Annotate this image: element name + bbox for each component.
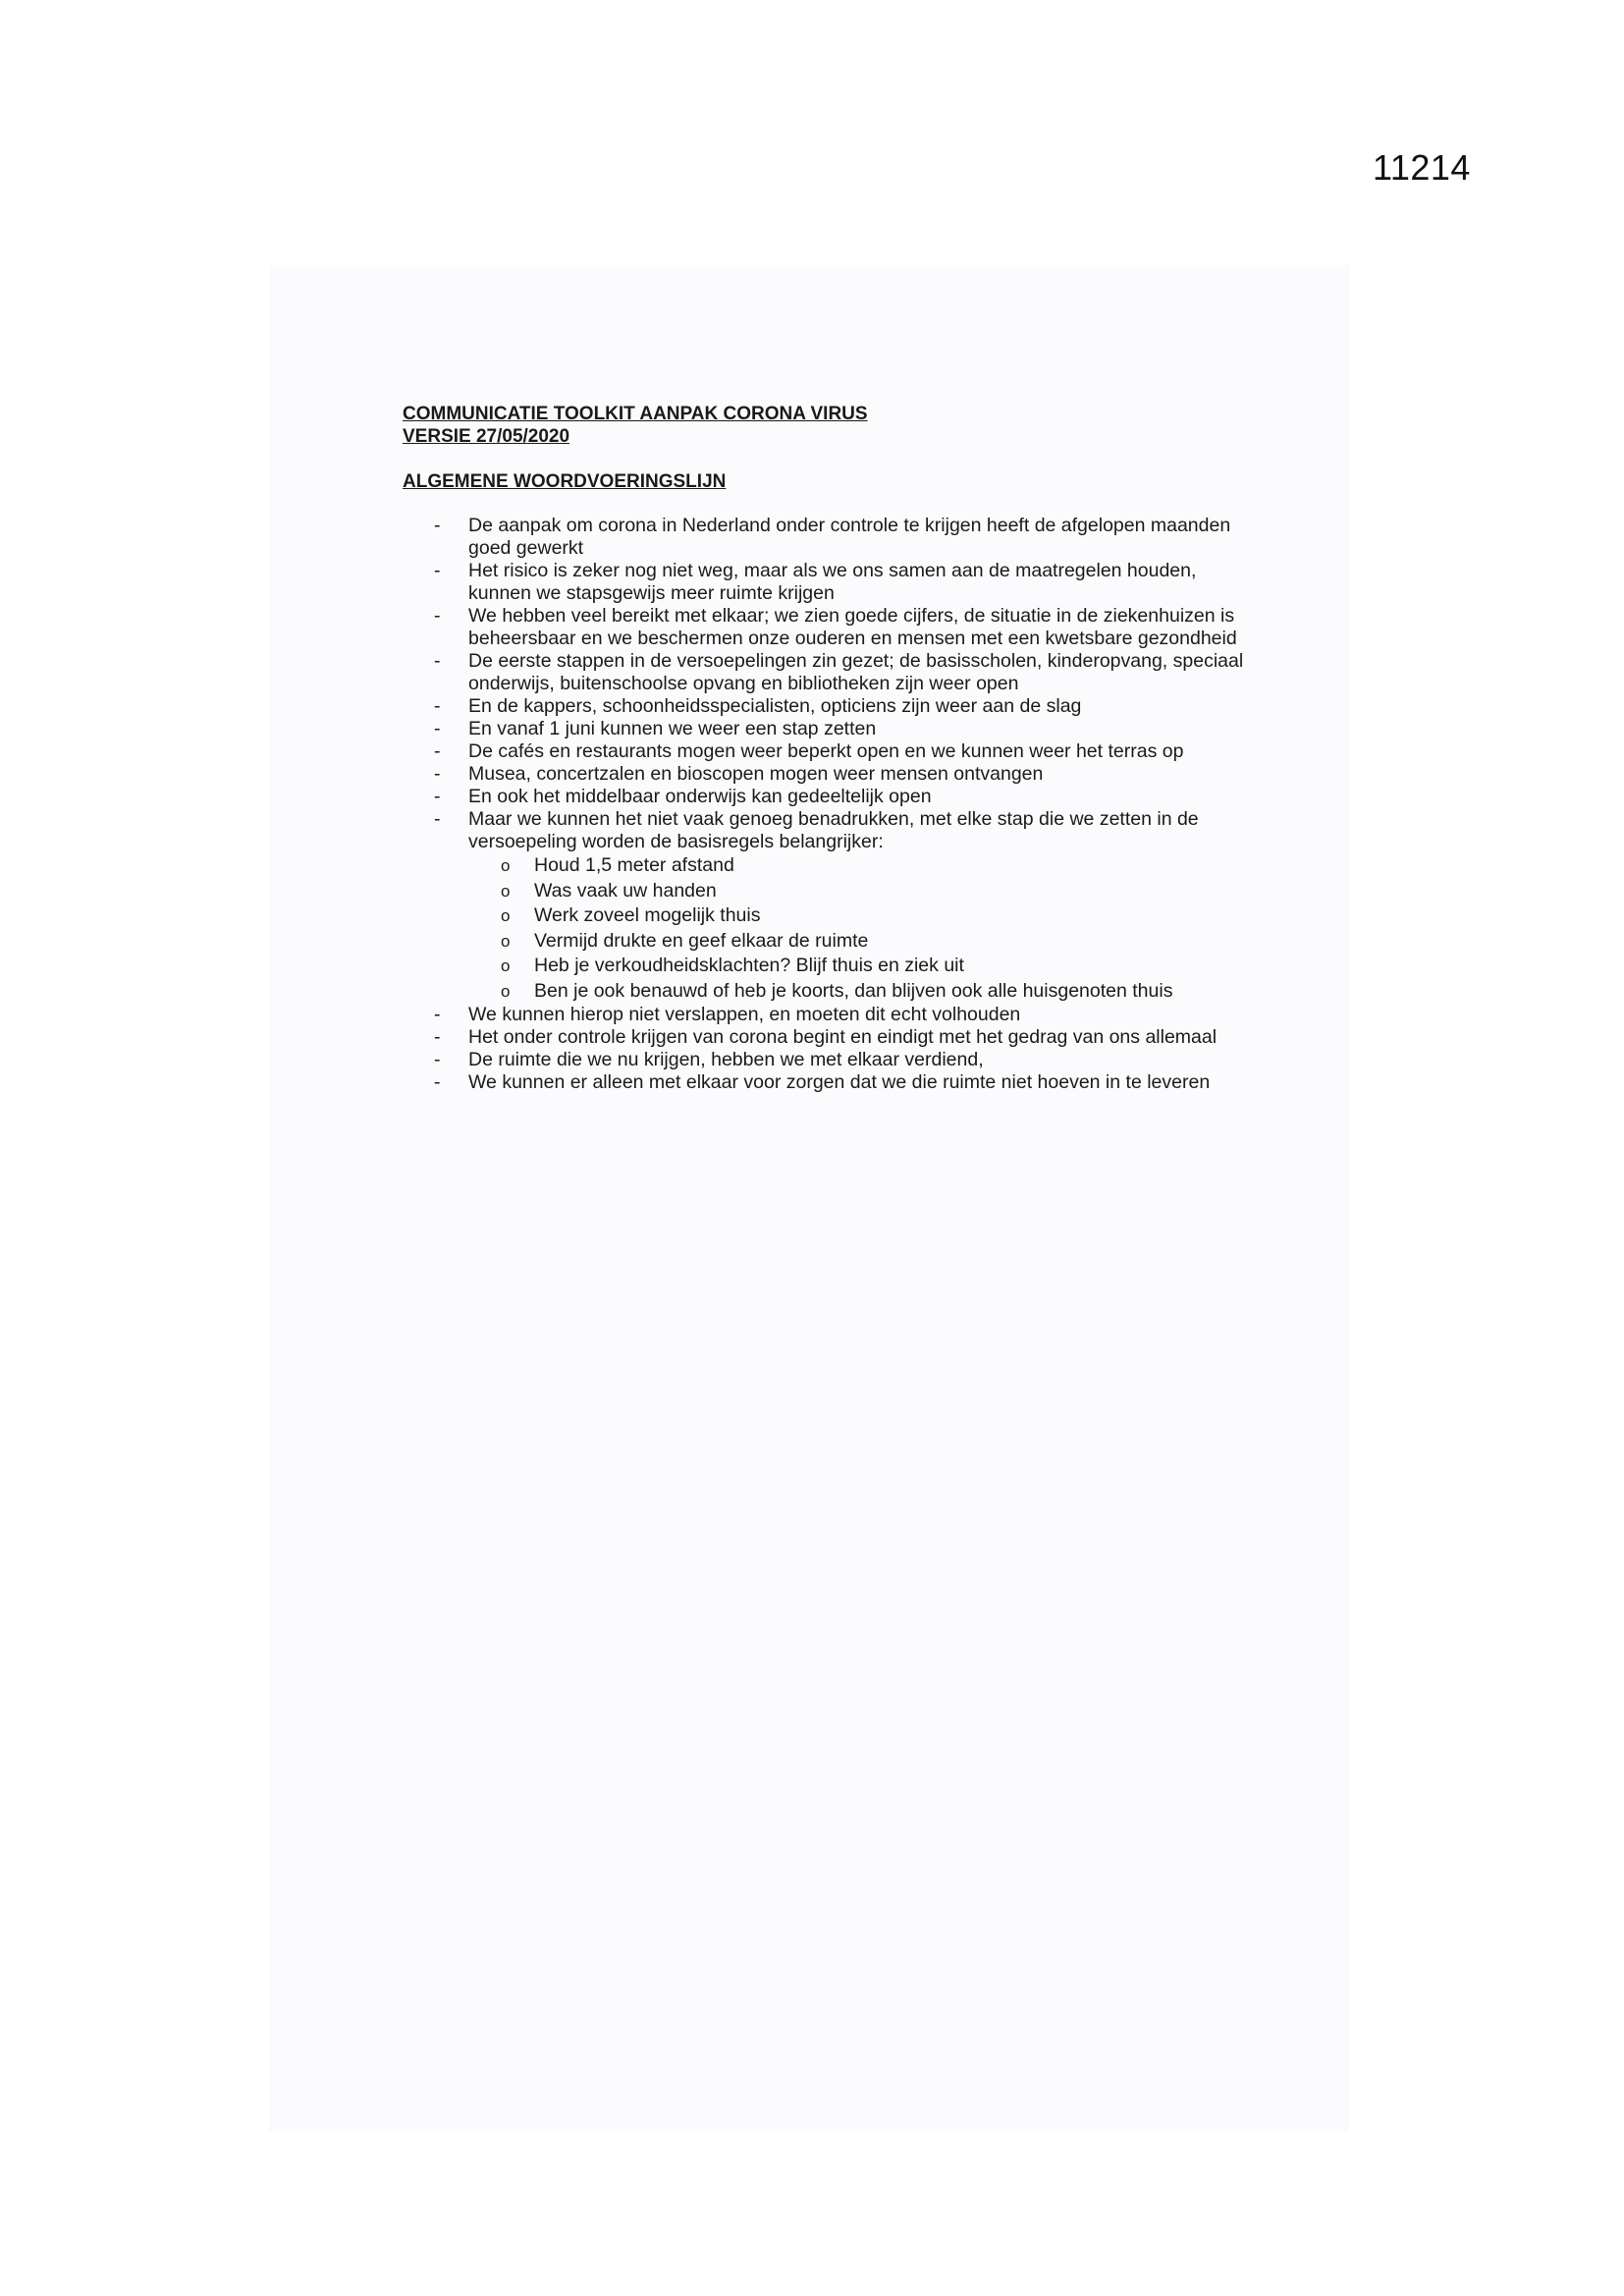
list-item-text: We kunnen hierop niet verslappen, en moeten dit echt volhouden — [468, 1004, 1021, 1025]
document-version: VERSIE 27/05/2020 — [403, 426, 570, 447]
sub-list-item — [468, 954, 1257, 979]
sub-list-item — [468, 979, 1257, 1005]
sub-list-item — [468, 853, 1257, 879]
bullet-marker: - — [434, 695, 441, 717]
bullet-marker: - — [434, 560, 441, 581]
list-item-text: Musea, concertzalen en bioscopen mogen weer mensen ontvangen — [468, 763, 1044, 785]
section-heading: ALGEMENE WOORDVOERINGSLIJN — [403, 471, 727, 492]
list-item-text: De eerste stappen in de versoepelingen zin gezet; de basisscholen, kinderopvang, speciaal onderwijs, buitenschoolse opvang en bibliotheken zijn weer open — [468, 650, 1244, 694]
list-item — [403, 786, 1257, 808]
list-item — [403, 560, 1257, 605]
bullet-marker: - — [434, 1049, 441, 1070]
list-item — [403, 1004, 1257, 1026]
list-item-text: We kunnen er alleen met elkaar voor zorgen dat we die ruimte niet hoeven in te leveren — [468, 1071, 1211, 1093]
bullet-marker: - — [434, 718, 441, 739]
page-number: 11214 — [1373, 147, 1471, 188]
list-item — [403, 650, 1257, 695]
list-item-text: De cafés en restaurants mogen weer beperkt open en we kunnen weer het terras op — [468, 740, 1184, 762]
list-item — [403, 740, 1257, 763]
sub-list-item — [468, 879, 1257, 904]
sub-list-item-text: Heb je verkoudheidsklachten? Blijf thuis en ziek uit — [534, 955, 964, 976]
list-item-text: En vanaf 1 juni kunnen we weer een stap zetten — [468, 718, 877, 739]
bullet-marker: - — [434, 1026, 441, 1048]
sub-bullet-marker: o — [501, 957, 511, 975]
list-item-text: We hebben veel bereikt met elkaar; we zien goede cijfers, de situatie in de ziekenhuizen is beheersbaar en we beschermen onze ouderen en mensen met een kwetsbare gezondheid — [468, 605, 1237, 649]
sub-list-item-text: Houd 1,5 meter afstand — [534, 854, 734, 876]
sub-bullet-marker: o — [501, 931, 511, 951]
list-item — [403, 763, 1257, 786]
sub-bullet-marker: o — [501, 906, 511, 925]
list-item — [403, 605, 1257, 650]
list-item-text: Het onder controle krijgen van corona begint en eindigt met het gedrag van ons allemaal — [468, 1026, 1218, 1048]
document-title: COMMUNICATIE TOOLKIT AANPAK CORONA VIRUS — [403, 404, 868, 424]
list-item-text: Het risico is zeker nog niet weg, maar als we ons samen aan de maatregelen houden, kunnen we stapsgewijs meer ruimte krijgen — [468, 560, 1197, 604]
list-item — [403, 1049, 1257, 1071]
bullet-marker: - — [434, 786, 441, 807]
sub-list-item — [468, 929, 1257, 955]
sub-list-item-text: Was vaak uw handen — [534, 879, 717, 902]
sub-list-item-text: Ben je ook benauwd of heb je koorts, dan blijven ook alle huisgenoten thuis — [534, 979, 1173, 1002]
list-item — [403, 1071, 1257, 1094]
bullet-marker: - — [434, 605, 441, 627]
bullet-marker: - — [434, 650, 441, 672]
list-item-text: En de kappers, schoonheidsspecialisten, opticiens zijn weer aan de slag — [468, 695, 1082, 717]
sub-bullet-marker: o — [501, 981, 511, 1001]
sub-list-item-text: Werk zoveel mogelijk thuis — [534, 904, 761, 926]
main-bullet-list — [403, 515, 1257, 1094]
sub-bullet-marker: o — [501, 881, 511, 901]
bullet-marker: - — [434, 763, 441, 785]
list-item-text: De ruimte die we nu krijgen, hebben we met elkaar verdiend, — [468, 1049, 984, 1070]
list-item — [403, 515, 1257, 560]
list-item-text: Maar we kunnen het niet vaak genoeg benadrukken, met elke stap die we zetten in de versoepeling worden de basisregels belangrijker: — [468, 808, 1199, 852]
list-item-text: En ook het middelbaar onderwijs kan gedeeltelijk open — [468, 786, 932, 807]
basic-rules-sublist — [468, 853, 1257, 1004]
sub-bullet-marker: o — [501, 856, 511, 875]
list-item — [403, 1026, 1257, 1049]
list-item — [403, 718, 1257, 740]
bullet-marker: - — [434, 1071, 441, 1093]
sub-list-item — [468, 903, 1257, 929]
sub-list-item-text: Vermijd drukte en geef elkaar de ruimte — [534, 929, 869, 952]
bullet-marker: - — [434, 515, 441, 536]
bullet-marker: - — [434, 740, 441, 762]
list-item — [403, 695, 1257, 718]
bullet-marker: - — [434, 808, 441, 830]
bullet-marker: - — [434, 1004, 441, 1025]
document-body — [403, 403, 1257, 1094]
list-item-with-sublist — [403, 808, 1257, 1004]
list-item-text: De aanpak om corona in Nederland onder controle te krijgen heeft de afgelopen maanden goed gewerkt — [468, 515, 1231, 559]
